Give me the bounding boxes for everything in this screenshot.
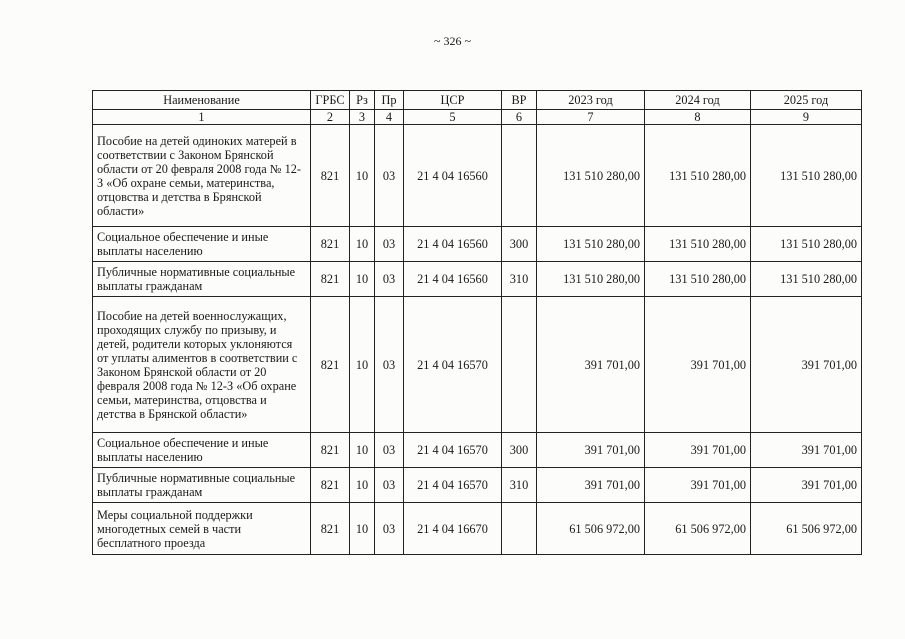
row-pr: 03	[375, 503, 404, 555]
column-number: 5	[404, 110, 502, 125]
row-2023: 131 510 280,00	[537, 262, 645, 297]
row-pr: 03	[375, 125, 404, 227]
row-csr: 21 4 04 16560	[404, 262, 502, 297]
column-number: 3	[350, 110, 375, 125]
row-pr: 03	[375, 227, 404, 262]
row-2024: 131 510 280,00	[645, 227, 751, 262]
header-cell: ВР	[502, 91, 537, 110]
column-number: 9	[751, 110, 862, 125]
row-name: Меры социальной поддержки многодетных семей в части бесплатного проезда	[93, 503, 311, 555]
row-csr: 21 4 04 16670	[404, 503, 502, 555]
row-rz: 10	[350, 503, 375, 555]
table-row	[93, 125, 862, 227]
row-name: Публичные нормативные социальные выплаты гражданам	[93, 262, 311, 297]
row-grbs: 821	[311, 125, 350, 227]
row-grbs: 821	[311, 262, 350, 297]
header-cell: 2025 год	[751, 91, 862, 110]
row-csr: 21 4 04 16570	[404, 297, 502, 433]
header-cell: 2024 год	[645, 91, 751, 110]
header-cell: Рз	[350, 91, 375, 110]
row-2024: 391 701,00	[645, 468, 751, 503]
row-2024: 61 506 972,00	[645, 503, 751, 555]
row-rz: 10	[350, 125, 375, 227]
row-grbs: 821	[311, 503, 350, 555]
row-2023: 391 701,00	[537, 433, 645, 468]
row-2024: 131 510 280,00	[645, 125, 751, 227]
row-2024: 391 701,00	[645, 297, 751, 433]
row-vr: 300	[502, 433, 537, 468]
row-csr: 21 4 04 16560	[404, 125, 502, 227]
header-row	[93, 91, 862, 110]
table-row	[93, 503, 862, 555]
row-vr	[502, 503, 537, 555]
row-vr	[502, 297, 537, 433]
row-csr: 21 4 04 16570	[404, 433, 502, 468]
header-cell: Пр	[375, 91, 404, 110]
row-2023: 61 506 972,00	[537, 503, 645, 555]
row-2023: 391 701,00	[537, 297, 645, 433]
row-2023: 131 510 280,00	[537, 125, 645, 227]
row-vr	[502, 125, 537, 227]
row-rz: 10	[350, 227, 375, 262]
row-pr: 03	[375, 262, 404, 297]
row-2024: 391 701,00	[645, 433, 751, 468]
row-rz: 10	[350, 262, 375, 297]
header-cell: ЦСР	[404, 91, 502, 110]
row-2023: 391 701,00	[537, 468, 645, 503]
row-2025: 131 510 280,00	[751, 262, 862, 297]
row-2023: 131 510 280,00	[537, 227, 645, 262]
row-grbs: 821	[311, 227, 350, 262]
row-name: Социальное обеспечение и иные выплаты населению	[93, 227, 311, 262]
column-number-row	[93, 110, 862, 125]
column-number: 7	[537, 110, 645, 125]
row-vr: 310	[502, 262, 537, 297]
column-number: 4	[375, 110, 404, 125]
row-2025: 391 701,00	[751, 433, 862, 468]
row-vr: 300	[502, 227, 537, 262]
table-row	[93, 468, 862, 503]
column-number: 1	[93, 110, 311, 125]
page-number: ~ 326 ~	[434, 34, 471, 48]
row-2025: 131 510 280,00	[751, 227, 862, 262]
row-csr: 21 4 04 16560	[404, 227, 502, 262]
table-row	[93, 262, 862, 297]
row-grbs: 821	[311, 433, 350, 468]
header-cell: ГРБС	[311, 91, 350, 110]
row-2025: 391 701,00	[751, 468, 862, 503]
column-number: 6	[502, 110, 537, 125]
table-row	[93, 433, 862, 468]
row-grbs: 821	[311, 297, 350, 433]
row-name: Социальное обеспечение и иные выплаты населению	[93, 433, 311, 468]
row-2024: 131 510 280,00	[645, 262, 751, 297]
row-2025: 61 506 972,00	[751, 503, 862, 555]
row-name: Пособие на детей военнослужащих, проходящих службу по призыву, и детей, родители которых уклоняются от уплаты алиментов в соответствии с Законом Брянской области от 20 февраля 2008 года № 12-З «Об охране семьи, материнства, отцовства и детства в Брянской области»	[93, 297, 311, 433]
row-vr: 310	[502, 468, 537, 503]
row-rz: 10	[350, 468, 375, 503]
column-number: 8	[645, 110, 751, 125]
column-number: 2	[311, 110, 350, 125]
table-row	[93, 297, 862, 433]
table-row	[93, 227, 862, 262]
row-pr: 03	[375, 297, 404, 433]
budget-table	[92, 90, 862, 555]
row-grbs: 821	[311, 468, 350, 503]
row-csr: 21 4 04 16570	[404, 468, 502, 503]
header-cell: Наименование	[93, 91, 311, 110]
row-pr: 03	[375, 468, 404, 503]
header-cell: 2023 год	[537, 91, 645, 110]
row-2025: 391 701,00	[751, 297, 862, 433]
row-2025: 131 510 280,00	[751, 125, 862, 227]
row-name: Пособие на детей одиноких матерей в соответствии с Законом Брянской области от 20 февраля 2008 года № 12-З «Об охране семьи, материнства, отцовства и детства в Брянской области»	[93, 125, 311, 227]
row-name: Публичные нормативные социальные выплаты гражданам	[93, 468, 311, 503]
row-rz: 10	[350, 433, 375, 468]
row-pr: 03	[375, 433, 404, 468]
row-rz: 10	[350, 297, 375, 433]
